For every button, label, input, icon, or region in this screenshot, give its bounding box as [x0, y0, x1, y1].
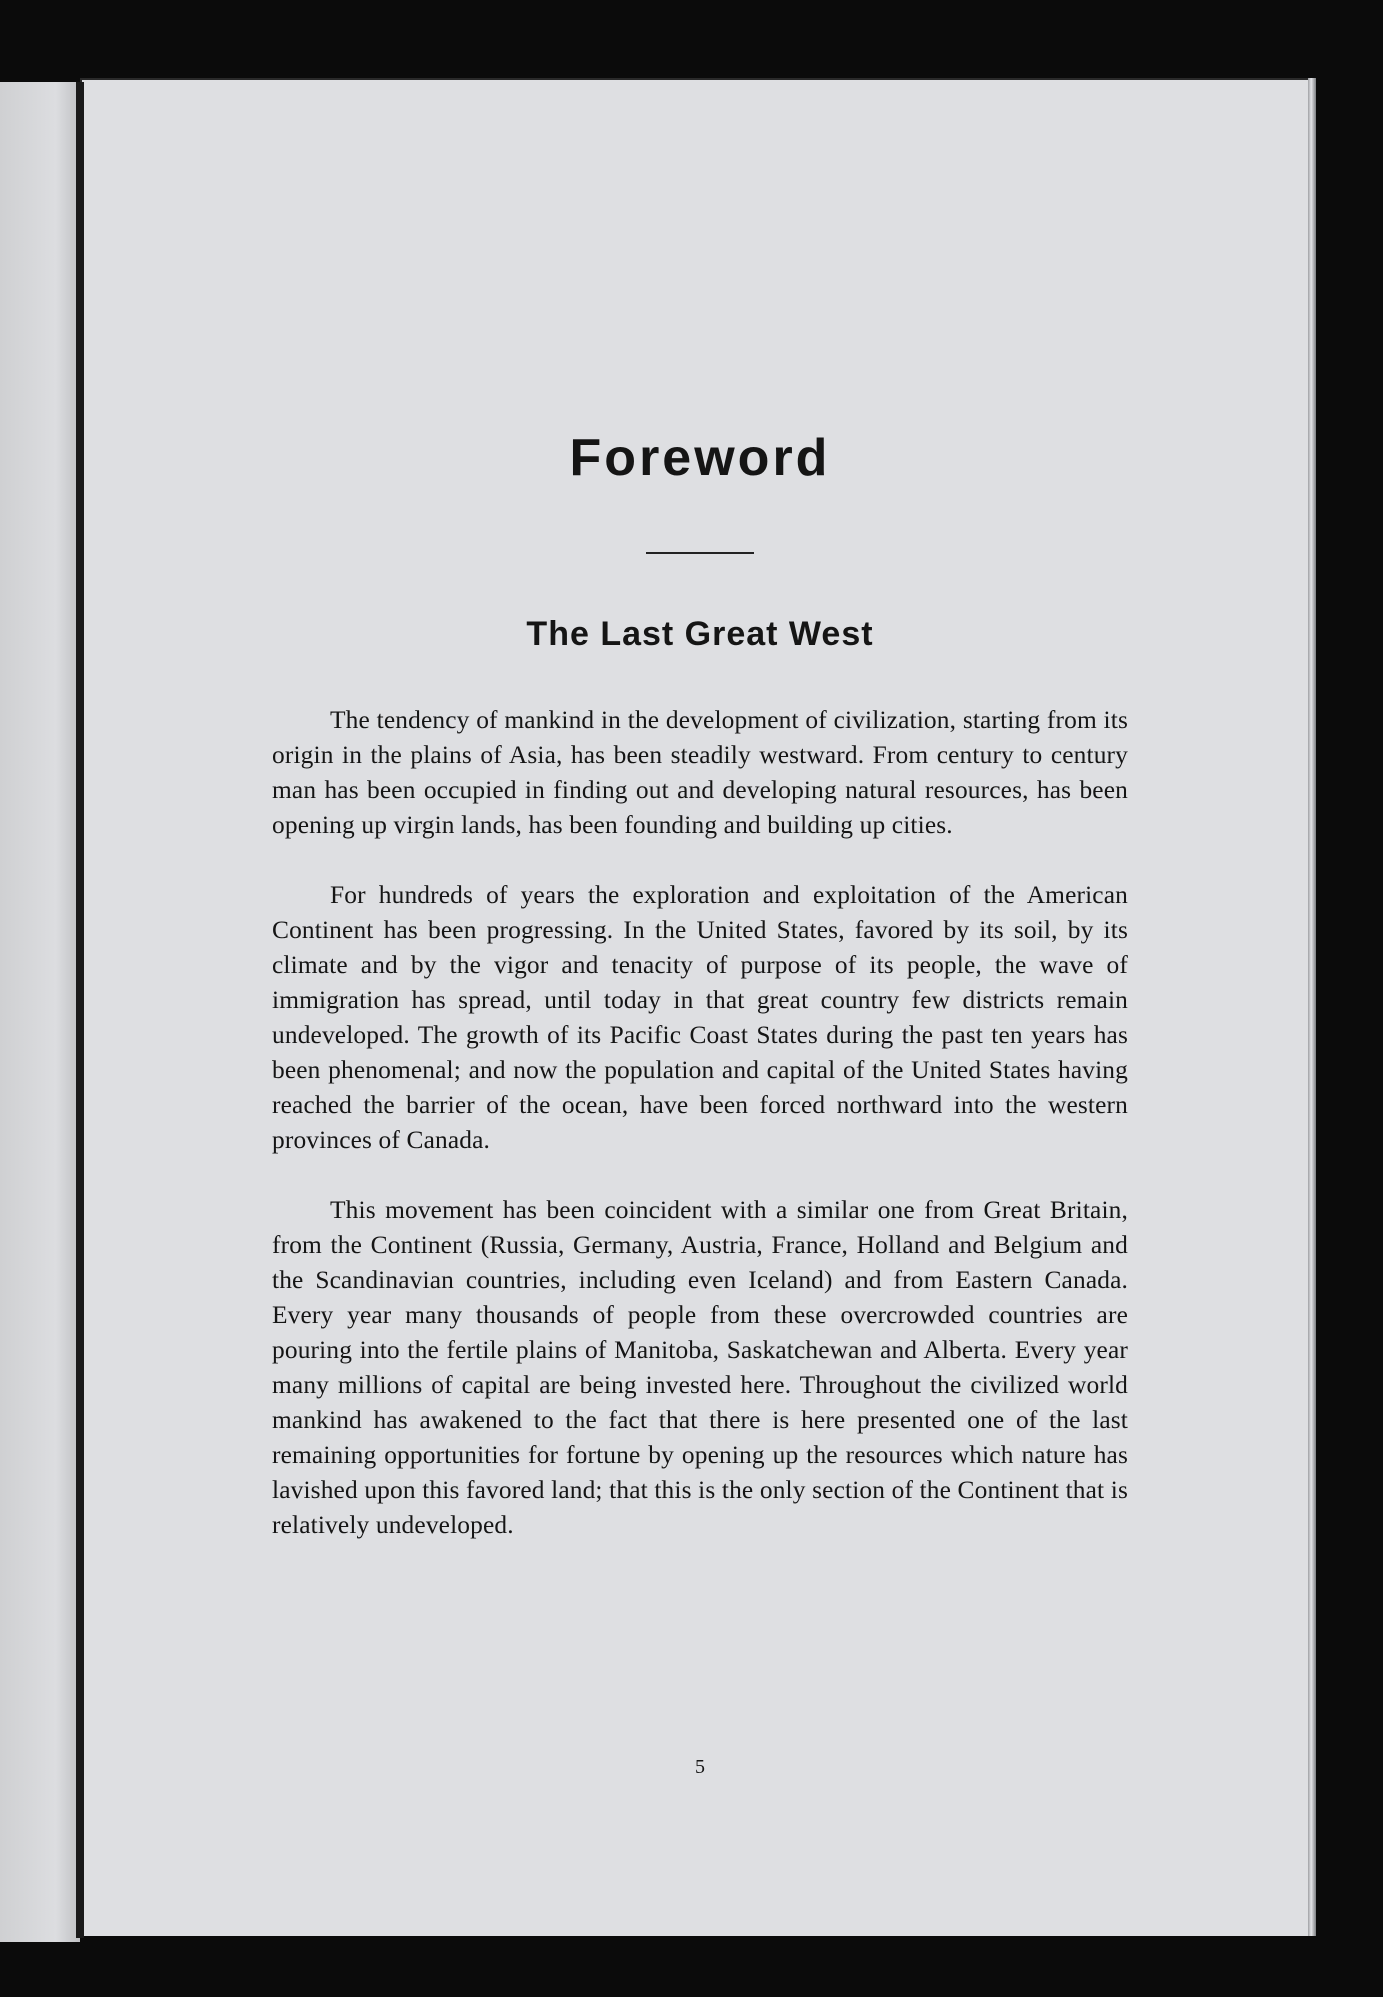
facing-page-edge: [0, 82, 80, 1942]
paragraph-1: The tendency of mankind in the development of civilization, starting from its origin in the plains of Asia, has been steadily westward. From century to century man has been occupied in finding out and developing natural resources, has been opening up virgin lands, has been founding and building up cities.: [272, 706, 1128, 839]
gutter-shadow: [76, 82, 84, 1938]
page-number: 5: [695, 1756, 705, 1778]
body-text: [272, 703, 1128, 1578]
paragraph-3: This movement has been coincident with a similar one from Great Britain, from the Continent (Russia, Germany, Austria, France, Holland and Belgium and the Scandinavian countries, including even Iceland) and from Eastern Canada. Every year many thousands of people from these overcrowded countries are pouring into the fertile plains of Manitoba, Saskatchewan and Alberta. Every year many millions of capital are being invested here. Throughout the civilized world mankind has awakened to the fact that there is here presented one of the last remaining opportunities for fortune by opening up the resources which nature has lavished upon this favored land; that this is the only section of the Continent that is relatively undeveloped.: [272, 1196, 1128, 1539]
paragraph-2: For hundreds of years the exploration and exploitation of the American Continent has been progressing. In the United States, favored by its soil, by its climate and by the vigor and tenacity of purpose of its people, the wave of immigration has spread, until today in that great country few districts remain undeveloped. The growth of its Pacific Coast States during the past ten years has been phenomenal; and now the population and capital of the United States having reached the barrier of the ocean, have been forced northward into the western provinces of Canada.: [272, 881, 1128, 1154]
page-title: Foreword: [569, 429, 831, 487]
title-divider: [646, 552, 754, 554]
page-edge-right: [1308, 78, 1316, 1936]
section-heading: The Last Great West: [526, 615, 874, 653]
